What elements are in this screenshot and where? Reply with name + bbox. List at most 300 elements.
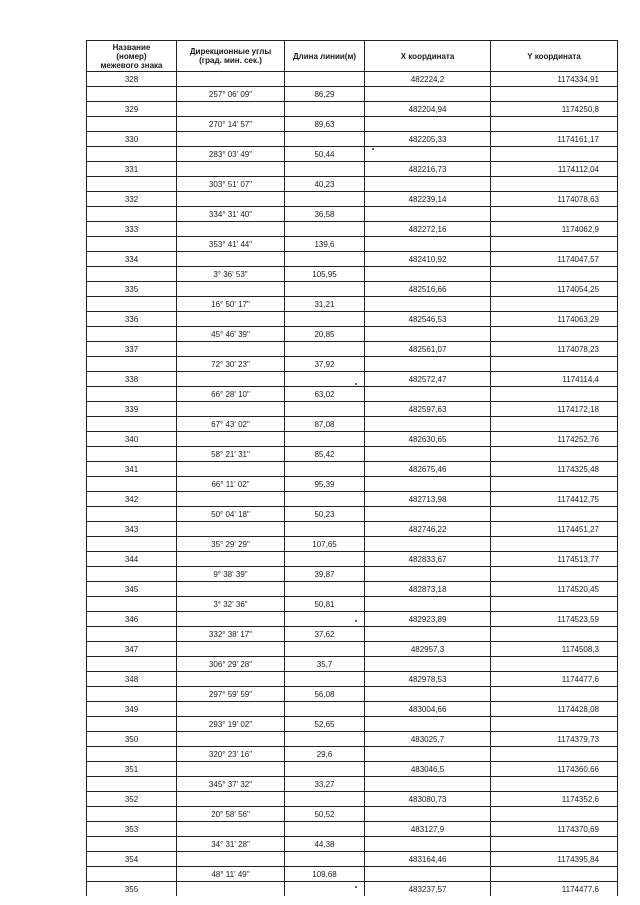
y-coordinate-cell: 1174360,66 — [491, 762, 618, 777]
table-row — [87, 867, 618, 882]
point-name-cell-empty — [87, 567, 177, 582]
y-coordinate-cell: 1174062,9 — [491, 222, 618, 237]
x-coordinate-cell: 482923,89 — [365, 612, 491, 627]
line-length-cell: 20,85 — [285, 327, 365, 342]
x-coordinate-cell-empty — [365, 507, 491, 522]
angle-cell-empty — [177, 702, 285, 717]
x-coordinate-cell-empty — [365, 567, 491, 582]
direction-angle-cell: 332° 38' 17" — [177, 627, 285, 642]
direction-angle-cell: 48° 11' 49" — [177, 867, 285, 882]
y-coordinate-cell-empty — [491, 597, 618, 612]
point-name-cell: 333 — [87, 222, 177, 237]
direction-angle-cell: 58° 21' 31" — [177, 447, 285, 462]
point-name-cell: 335 — [87, 282, 177, 297]
table-row — [87, 357, 618, 372]
angle-cell-empty — [177, 312, 285, 327]
y-coordinate-cell-empty — [491, 237, 618, 252]
point-name-cell-empty — [87, 537, 177, 552]
x-coordinate-cell: 482630,65 — [365, 432, 491, 447]
direction-angle-cell: 50° 04' 18" — [177, 507, 285, 522]
line-length-cell: 85,42 — [285, 447, 365, 462]
y-coordinate-cell: 1174114,4 — [491, 372, 618, 387]
length-cell-empty — [285, 732, 365, 747]
point-name-cell-empty — [87, 237, 177, 252]
length-cell-empty — [285, 882, 365, 897]
point-name-cell-empty — [87, 327, 177, 342]
table-row — [87, 777, 618, 792]
table-row — [87, 717, 618, 732]
line-length-cell: 95,39 — [285, 477, 365, 492]
y-coordinate-cell-empty — [491, 327, 618, 342]
table-row — [87, 222, 618, 237]
point-name-cell-empty — [87, 477, 177, 492]
length-cell-empty — [285, 132, 365, 147]
table-row — [87, 297, 618, 312]
table-row — [87, 87, 618, 102]
point-name-cell-empty — [87, 657, 177, 672]
x-coordinate-cell: 483164,46 — [365, 852, 491, 867]
angle-cell-empty — [177, 432, 285, 447]
point-name-cell-empty — [87, 147, 177, 162]
direction-angle-cell: 303° 51' 07" — [177, 177, 285, 192]
angle-cell-empty — [177, 102, 285, 117]
y-coordinate-cell: 1174250,8 — [491, 102, 618, 117]
x-coordinate-cell: 483237,57 — [365, 882, 491, 897]
table-row — [87, 447, 618, 462]
direction-angle-cell: 34° 31' 28" — [177, 837, 285, 852]
direction-angle-cell: 66° 11' 02" — [177, 477, 285, 492]
y-coordinate-cell: 1174523,59 — [491, 612, 618, 627]
direction-angle-cell: 257° 06' 09" — [177, 87, 285, 102]
point-name-cell-empty — [87, 117, 177, 132]
x-coordinate-cell-empty — [365, 327, 491, 342]
table-row — [87, 732, 618, 747]
x-coordinate-cell-empty — [365, 117, 491, 132]
line-length-cell: 52,65 — [285, 717, 365, 732]
x-coordinate-cell: 482216,73 — [365, 162, 491, 177]
x-coordinate-cell: 482978,53 — [365, 672, 491, 687]
x-coordinate-cell: 482746,22 — [365, 522, 491, 537]
direction-angle-cell: 45° 46' 39" — [177, 327, 285, 342]
angle-cell-empty — [177, 492, 285, 507]
point-name-cell: 344 — [87, 552, 177, 567]
point-name-cell: 338 — [87, 372, 177, 387]
x-coordinate-cell-empty — [365, 267, 491, 282]
x-coordinate-cell: 482833,67 — [365, 552, 491, 567]
table-row — [87, 702, 618, 717]
line-length-cell: 50,81 — [285, 597, 365, 612]
length-cell-empty — [285, 342, 365, 357]
x-coordinate-cell: 482516,66 — [365, 282, 491, 297]
line-length-cell: 50,44 — [285, 147, 365, 162]
point-name-cell-empty — [87, 837, 177, 852]
point-name-cell: 345 — [87, 582, 177, 597]
table-row — [87, 372, 618, 387]
point-name-cell-empty — [87, 447, 177, 462]
table-row — [87, 417, 618, 432]
table-row — [87, 747, 618, 762]
point-name-cell: 352 — [87, 792, 177, 807]
table-row — [87, 882, 618, 897]
x-coordinate-cell-empty — [365, 687, 491, 702]
y-coordinate-cell: 1174395,84 — [491, 852, 618, 867]
table-row — [87, 642, 618, 657]
point-name-cell-empty — [87, 207, 177, 222]
table-row — [87, 537, 618, 552]
length-cell-empty — [285, 282, 365, 297]
table-row — [87, 192, 618, 207]
point-name-cell-empty — [87, 747, 177, 762]
point-name-cell: 339 — [87, 402, 177, 417]
angle-cell-empty — [177, 672, 285, 687]
length-cell-empty — [285, 792, 365, 807]
y-coordinate-cell-empty — [491, 507, 618, 522]
x-coordinate-cell: 482272,16 — [365, 222, 491, 237]
x-coordinate-cell-empty — [365, 87, 491, 102]
table-row — [87, 657, 618, 672]
angle-cell-empty — [177, 612, 285, 627]
angle-cell-empty — [177, 522, 285, 537]
y-coordinate-cell-empty — [491, 567, 618, 582]
table-row — [87, 687, 618, 702]
x-coordinate-cell: 482713,98 — [365, 492, 491, 507]
y-coordinate-cell: 1174513,77 — [491, 552, 618, 567]
point-name-cell-empty — [87, 777, 177, 792]
table-row — [87, 522, 618, 537]
header-row — [87, 41, 618, 72]
length-cell-empty — [285, 252, 365, 267]
direction-angle-cell: 283° 03' 49" — [177, 147, 285, 162]
x-coordinate-cell: 482675,46 — [365, 462, 491, 477]
y-coordinate-cell-empty — [491, 777, 618, 792]
y-coordinate-cell: 1174352,6 — [491, 792, 618, 807]
point-name-cell: 328 — [87, 72, 177, 87]
point-name-cell-empty — [87, 717, 177, 732]
point-name-cell: 354 — [87, 852, 177, 867]
point-name-cell: 340 — [87, 432, 177, 447]
table-row — [87, 102, 618, 117]
point-name-cell: 343 — [87, 522, 177, 537]
line-length-cell: 109,68 — [285, 867, 365, 882]
x-coordinate-cell: 482597,63 — [365, 402, 491, 417]
y-coordinate-cell-empty — [491, 537, 618, 552]
point-name-cell: 355 — [87, 882, 177, 897]
boundary-points-table-sheet — [86, 40, 617, 896]
length-cell-empty — [285, 852, 365, 867]
point-name-cell: 350 — [87, 732, 177, 747]
length-cell-empty — [285, 492, 365, 507]
y-coordinate-cell-empty — [491, 117, 618, 132]
line-length-cell: 37,62 — [285, 627, 365, 642]
table-row — [87, 567, 618, 582]
table-row — [87, 477, 618, 492]
point-name-cell: 332 — [87, 192, 177, 207]
point-name-cell: 341 — [87, 462, 177, 477]
length-cell-empty — [285, 762, 365, 777]
x-coordinate-cell: 482205,33 — [365, 132, 491, 147]
length-cell-empty — [285, 582, 365, 597]
x-coordinate-cell: 483025,7 — [365, 732, 491, 747]
table-row — [87, 312, 618, 327]
y-coordinate-cell: 1174508,3 — [491, 642, 618, 657]
direction-angle-cell: 20° 58' 56" — [177, 807, 285, 822]
line-length-cell: 50,23 — [285, 507, 365, 522]
length-cell-empty — [285, 162, 365, 177]
angle-cell-empty — [177, 402, 285, 417]
line-length-cell: 86,29 — [285, 87, 365, 102]
x-coordinate-cell: 483004,66 — [365, 702, 491, 717]
angle-cell-empty — [177, 132, 285, 147]
x-coordinate-cell-empty — [365, 597, 491, 612]
table-body — [87, 72, 618, 897]
y-coordinate-cell-empty — [491, 147, 618, 162]
angle-cell-empty — [177, 582, 285, 597]
y-coordinate-cell-empty — [491, 87, 618, 102]
table-row — [87, 507, 618, 522]
point-name-cell-empty — [87, 297, 177, 312]
angle-cell-empty — [177, 642, 285, 657]
table-row — [87, 612, 618, 627]
table-row — [87, 852, 618, 867]
line-length-cell: 35,7 — [285, 657, 365, 672]
x-coordinate-cell: 483127,9 — [365, 822, 491, 837]
table-row — [87, 672, 618, 687]
line-length-cell: 87,08 — [285, 417, 365, 432]
angle-cell-empty — [177, 162, 285, 177]
point-name-cell-empty — [87, 627, 177, 642]
line-length-cell: 29,6 — [285, 747, 365, 762]
y-coordinate-cell-empty — [491, 267, 618, 282]
line-length-cell: 31,21 — [285, 297, 365, 312]
y-coordinate-cell: 1174078,23 — [491, 342, 618, 357]
scan-speck — [355, 383, 357, 385]
point-name-cell-empty — [87, 507, 177, 522]
line-length-cell: 40,23 — [285, 177, 365, 192]
y-coordinate-cell: 1174161,17 — [491, 132, 618, 147]
point-name-cell-empty — [87, 867, 177, 882]
angle-cell-empty — [177, 252, 285, 267]
y-coordinate-cell: 1174252,76 — [491, 432, 618, 447]
header-line-length: Длина линии(м) — [285, 41, 365, 72]
header-direction-angle: Дирекционные углы (град. мин. сек.) — [177, 41, 285, 72]
table-row — [87, 597, 618, 612]
x-coordinate-cell-empty — [365, 387, 491, 402]
direction-angle-cell: 66° 28' 10" — [177, 387, 285, 402]
x-coordinate-cell: 482957,3 — [365, 642, 491, 657]
x-coordinate-cell-empty — [365, 237, 491, 252]
angle-cell-empty — [177, 762, 285, 777]
table-row — [87, 207, 618, 222]
y-coordinate-cell: 1174078,63 — [491, 192, 618, 207]
y-coordinate-cell: 1174054,25 — [491, 282, 618, 297]
direction-angle-cell: 306° 29' 28" — [177, 657, 285, 672]
length-cell-empty — [285, 552, 365, 567]
x-coordinate-cell-empty — [365, 837, 491, 852]
point-name-cell-empty — [87, 417, 177, 432]
direction-angle-cell: 35° 29' 29" — [177, 537, 285, 552]
x-coordinate-cell-empty — [365, 747, 491, 762]
table-row — [87, 462, 618, 477]
x-coordinate-cell: 482873,18 — [365, 582, 491, 597]
point-name-cell: 342 — [87, 492, 177, 507]
x-coordinate-cell-empty — [365, 297, 491, 312]
x-coordinate-cell-empty — [365, 207, 491, 222]
y-coordinate-cell: 1174428,08 — [491, 702, 618, 717]
point-name-cell: 346 — [87, 612, 177, 627]
y-coordinate-cell: 1174325,48 — [491, 462, 618, 477]
line-length-cell: 139,6 — [285, 237, 365, 252]
table-row — [87, 837, 618, 852]
x-coordinate-cell: 482204,94 — [365, 102, 491, 117]
table-row — [87, 162, 618, 177]
table-row — [87, 72, 618, 87]
direction-angle-cell: 353° 41' 44" — [177, 237, 285, 252]
y-coordinate-cell: 1174379,73 — [491, 732, 618, 747]
direction-angle-cell: 9° 38' 39" — [177, 567, 285, 582]
point-name-cell: 348 — [87, 672, 177, 687]
y-coordinate-cell: 1174063,29 — [491, 312, 618, 327]
point-name-cell: 334 — [87, 252, 177, 267]
table-row — [87, 177, 618, 192]
table-row — [87, 387, 618, 402]
direction-angle-cell: 16° 50' 17" — [177, 297, 285, 312]
line-length-cell: 107,65 — [285, 537, 365, 552]
length-cell-empty — [285, 312, 365, 327]
y-coordinate-cell-empty — [491, 867, 618, 882]
x-coordinate-cell-empty — [365, 447, 491, 462]
angle-cell-empty — [177, 732, 285, 747]
table-row — [87, 282, 618, 297]
angle-cell-empty — [177, 462, 285, 477]
y-coordinate-cell-empty — [491, 747, 618, 762]
x-coordinate-cell: 482410,92 — [365, 252, 491, 267]
y-coordinate-cell-empty — [491, 657, 618, 672]
x-coordinate-cell-empty — [365, 777, 491, 792]
direction-angle-cell: 72° 30' 23" — [177, 357, 285, 372]
line-length-cell: 37,92 — [285, 357, 365, 372]
table-row — [87, 252, 618, 267]
y-coordinate-cell: 1174334,91 — [491, 72, 618, 87]
y-coordinate-cell: 1174520,45 — [491, 582, 618, 597]
direction-angle-cell: 297° 59' 59" — [177, 687, 285, 702]
length-cell-empty — [285, 642, 365, 657]
direction-angle-cell: 270° 14' 57" — [177, 117, 285, 132]
table-row — [87, 627, 618, 642]
scan-speck — [372, 148, 374, 150]
point-name-cell-empty — [87, 807, 177, 822]
y-coordinate-cell-empty — [491, 297, 618, 312]
angle-cell-empty — [177, 882, 285, 897]
angle-cell-empty — [177, 342, 285, 357]
y-coordinate-cell-empty — [491, 387, 618, 402]
point-name-cell-empty — [87, 357, 177, 372]
y-coordinate-cell-empty — [491, 717, 618, 732]
length-cell-empty — [285, 72, 365, 87]
table-row — [87, 807, 618, 822]
x-coordinate-cell-empty — [365, 177, 491, 192]
angle-cell-empty — [177, 72, 285, 87]
length-cell-empty — [285, 672, 365, 687]
direction-angle-cell: 67° 43' 02" — [177, 417, 285, 432]
angle-cell-empty — [177, 222, 285, 237]
length-cell-empty — [285, 522, 365, 537]
point-name-cell-empty — [87, 597, 177, 612]
x-coordinate-cell-empty — [365, 357, 491, 372]
direction-angle-cell: 293° 19' 02" — [177, 717, 285, 732]
point-name-cell-empty — [87, 177, 177, 192]
y-coordinate-cell: 1174477,6 — [491, 672, 618, 687]
point-name-cell: 353 — [87, 822, 177, 837]
x-coordinate-cell-empty — [365, 657, 491, 672]
y-coordinate-cell-empty — [491, 357, 618, 372]
y-coordinate-cell-empty — [491, 447, 618, 462]
y-coordinate-cell-empty — [491, 177, 618, 192]
table-row — [87, 432, 618, 447]
table-row — [87, 582, 618, 597]
scan-speck — [355, 620, 357, 622]
point-name-cell: 336 — [87, 312, 177, 327]
x-coordinate-cell-empty — [365, 627, 491, 642]
y-coordinate-cell-empty — [491, 807, 618, 822]
angle-cell-empty — [177, 822, 285, 837]
line-length-cell: 89,63 — [285, 117, 365, 132]
y-coordinate-cell: 1174477,6 — [491, 882, 618, 897]
length-cell-empty — [285, 192, 365, 207]
x-coordinate-cell: 483046,5 — [365, 762, 491, 777]
line-length-cell: 33,27 — [285, 777, 365, 792]
header-y-coordinate: Y координата — [491, 41, 618, 72]
x-coordinate-cell-empty — [365, 537, 491, 552]
line-length-cell: 105,95 — [285, 267, 365, 282]
x-coordinate-cell: 483080,73 — [365, 792, 491, 807]
length-cell-empty — [285, 822, 365, 837]
point-name-cell: 349 — [87, 702, 177, 717]
y-coordinate-cell-empty — [491, 627, 618, 642]
direction-angle-cell: 320° 23' 16" — [177, 747, 285, 762]
table-row — [87, 267, 618, 282]
x-coordinate-cell: 482224,2 — [365, 72, 491, 87]
x-coordinate-cell: 482572,47 — [365, 372, 491, 387]
y-coordinate-cell: 1174370,69 — [491, 822, 618, 837]
y-coordinate-cell-empty — [491, 207, 618, 222]
point-name-cell-empty — [87, 267, 177, 282]
length-cell-empty — [285, 612, 365, 627]
y-coordinate-cell-empty — [491, 417, 618, 432]
table-row — [87, 342, 618, 357]
y-coordinate-cell-empty — [491, 687, 618, 702]
point-name-cell-empty — [87, 87, 177, 102]
x-coordinate-cell: 482546,53 — [365, 312, 491, 327]
x-coordinate-cell-empty — [365, 717, 491, 732]
header-point-name: Название (номер) межевого знака — [87, 41, 177, 72]
y-coordinate-cell: 1174412,75 — [491, 492, 618, 507]
line-length-cell: 44,38 — [285, 837, 365, 852]
y-coordinate-cell: 1174112,04 — [491, 162, 618, 177]
coordinates-table — [86, 40, 618, 896]
table-row — [87, 552, 618, 567]
table-row — [87, 402, 618, 417]
point-name-cell-empty — [87, 387, 177, 402]
x-coordinate-cell-empty — [365, 807, 491, 822]
angle-cell-empty — [177, 552, 285, 567]
y-coordinate-cell-empty — [491, 477, 618, 492]
angle-cell-empty — [177, 852, 285, 867]
angle-cell-empty — [177, 792, 285, 807]
direction-angle-cell: 345° 37' 32" — [177, 777, 285, 792]
x-coordinate-cell-empty — [365, 477, 491, 492]
line-length-cell: 36,58 — [285, 207, 365, 222]
length-cell-empty — [285, 432, 365, 447]
